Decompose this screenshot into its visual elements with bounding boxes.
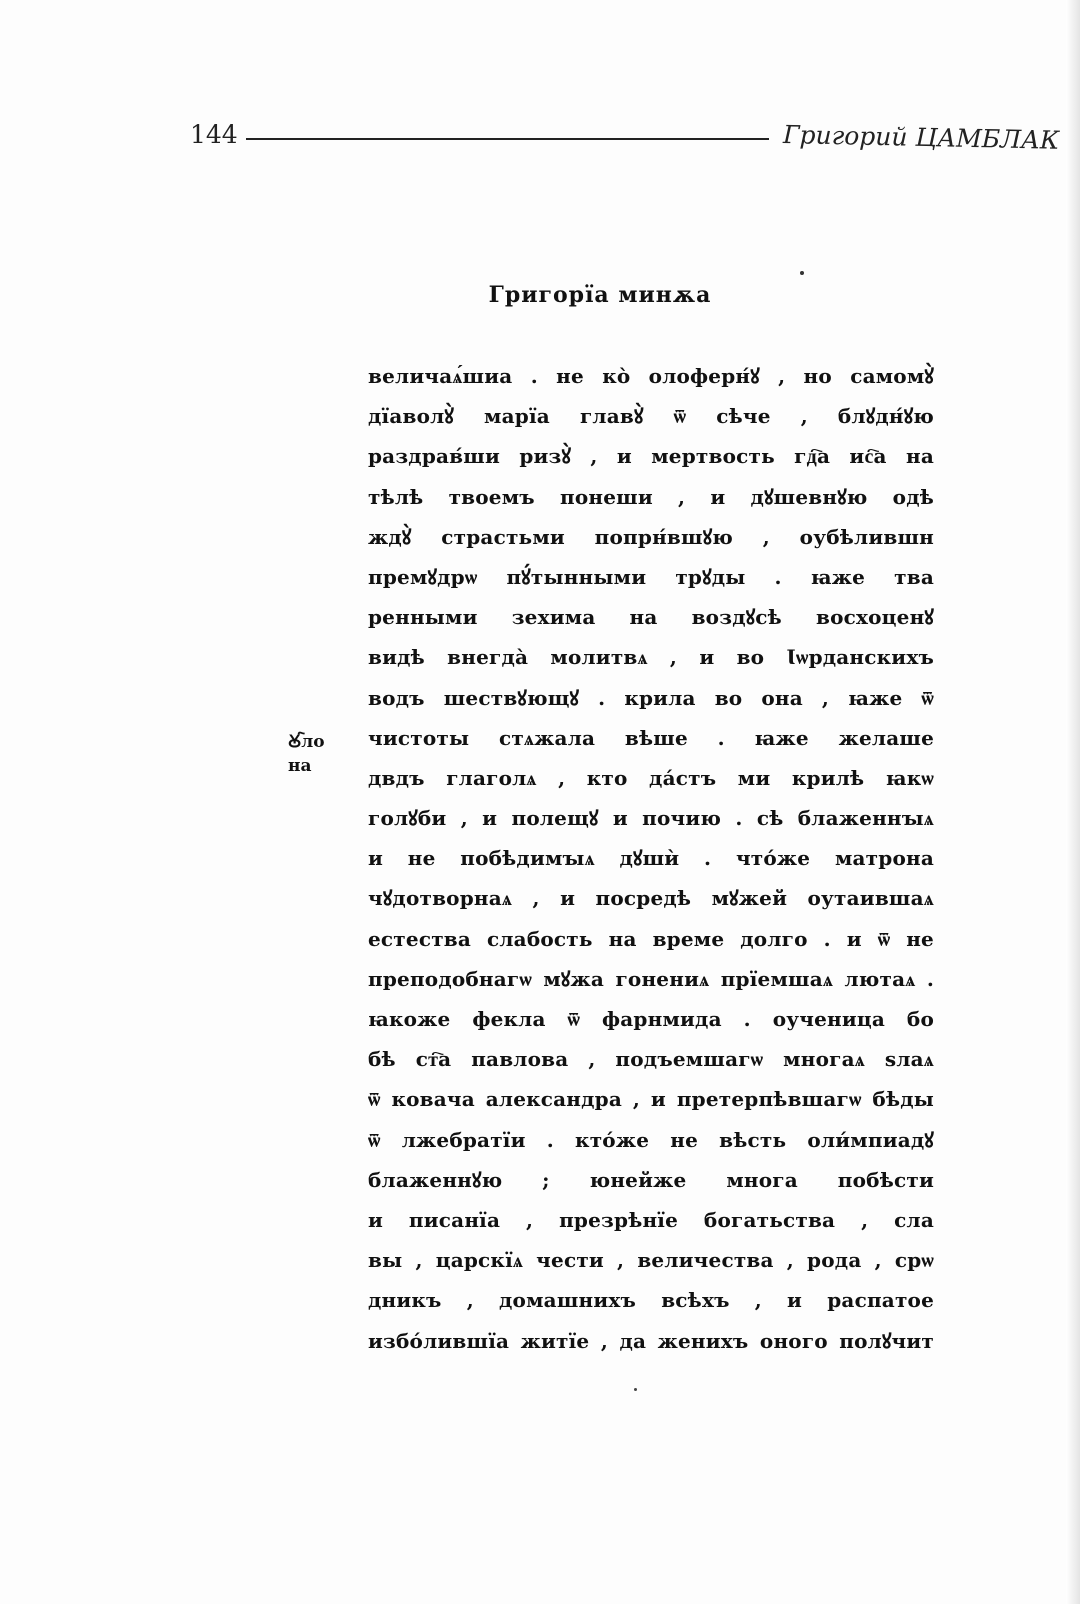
text-line: видѣ внегда̀ молитвѧ , и во Ꙇѡрданскихъ (368, 645, 934, 670)
slavonic-text-block (368, 356, 934, 1361)
text-line: ꙗкоже фекла ѿ фарнмида . оученица бо (368, 1007, 934, 1031)
margin-note-line: Ꙋ҇ло (288, 732, 325, 752)
margin-note (288, 730, 346, 778)
text-line: водъ шествꙋющꙋ . крила во она , ꙗже ѿ (368, 685, 934, 710)
text-line: тѣлѣ твоемъ понеши , и дꙋшевнꙋю одѣ (368, 484, 934, 509)
text-line: дїаволꙋ̀ марїа главꙋ̀ ѿ сѣче , блꙋдн́ꙋю (368, 404, 934, 429)
text-line: и писанїа , презрѣнїе богатьства , сла (368, 1207, 934, 1232)
text-line: чꙋдотворнаѧ , и посредѣ мꙋжей оутаившаѧ (368, 886, 934, 911)
print-speck (634, 1388, 637, 1391)
text-line: раздрав́ши ризꙋ̀ , и мертвость гд҇а ис҇а на (368, 444, 934, 469)
text-line: голꙋби , и полещꙋ и почию . сѣ блаженнꙑѧ (368, 806, 934, 831)
header-rule (246, 138, 769, 140)
text-line: избо́лившїа житїе , да женихъ оного полꙋчит (368, 1328, 934, 1353)
page-edge-shadow (1066, 0, 1080, 1604)
running-header (190, 118, 1060, 158)
text-line: вы , царскїѧ чести , величества , рода , срѡ (368, 1248, 934, 1273)
text-line: величаѧ́шиа . не ко̀ олоферн́ꙋ , но самомꙋ̀ (368, 364, 934, 388)
text-line: чистоты стѧжала вѣше . ꙗже желаше (368, 725, 934, 750)
text-line: ждꙋ̀ страстьми попрн́вшꙋю , оубѣлившн (368, 524, 934, 549)
text-line: бѣ ст҇а павлова , подъемшагѡ многаѧ ѕлаѧ (368, 1047, 934, 1072)
text-line: блаженнꙋю ; юнейже многа побѣсти (368, 1167, 934, 1192)
text-line: преподобнагѡ мꙋжа гонениѧ прїемшаѧ лютаѧ . (368, 966, 934, 991)
section-heading: Григорїа минѫа (488, 282, 712, 308)
running-title: Григорий ЦАМБЛАК (782, 120, 1060, 155)
text-line: ренными зехима на воздꙋсѣ восхоценꙋ (368, 605, 934, 630)
text-line: и не побѣдимꙑѧ дꙋшѝ . что́же матрона (368, 846, 934, 871)
text-line: двдъ глаголѧ , кто да́стъ ми крилѣ ꙗкѡ (368, 765, 934, 790)
text-line: дникъ , домашнихъ всѣхъ , и распатое (368, 1288, 934, 1313)
text-line: естества слабость на време долго . и ѿ не (368, 926, 934, 951)
text-line: ѿ лжебратїи . кто́же не вѣсть оли́мпиадꙋ (368, 1127, 934, 1152)
print-speck (800, 271, 804, 275)
margin-note-line: на (288, 756, 312, 776)
page-number: 144 (190, 120, 238, 149)
text-line: ѿ ковача александра , и претерпѣвшагѡ бѣды (368, 1087, 934, 1112)
text-line: премꙋдрѡ пꙋ́тынными трꙋды . ꙗже тва (368, 564, 934, 589)
